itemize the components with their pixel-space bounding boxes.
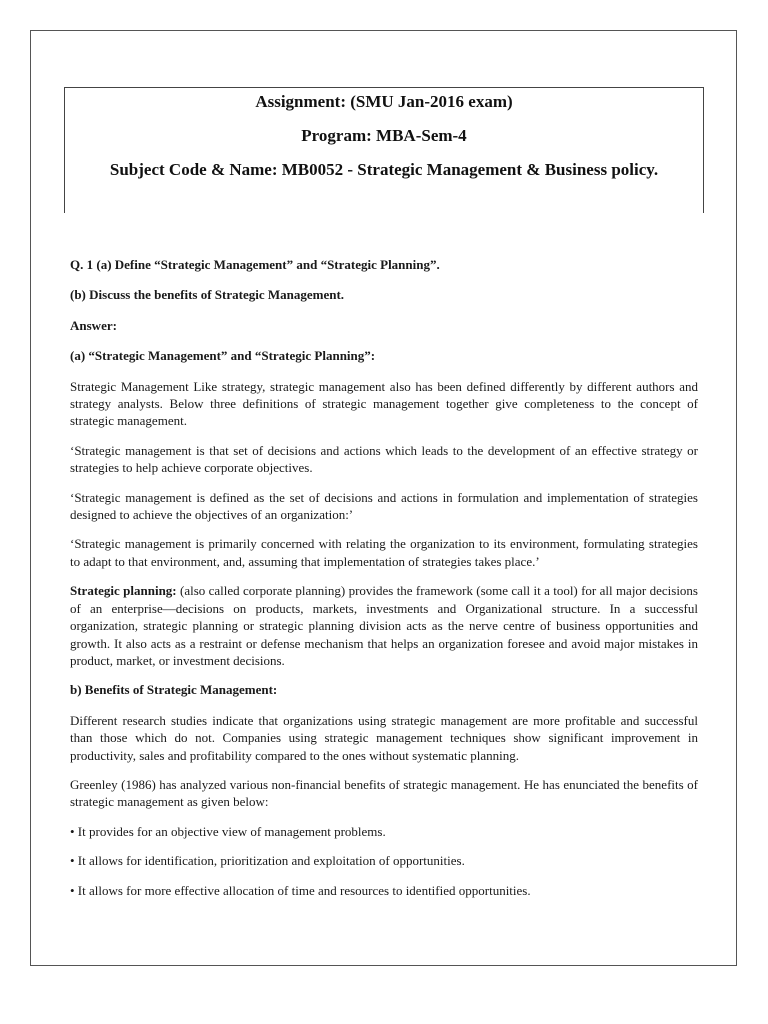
program-title: Program: MBA-Sem-4: [301, 126, 467, 145]
document-body: [70, 256, 698, 911]
answer-label: Answer:: [70, 317, 117, 333]
benefit-bullet-1: • It provides for an objective view of management problems.: [70, 823, 386, 839]
section-a-intro: Strategic Management Like strategy, strategic management also has been defined differently by different authors and strategy analysts. Below three definitions of strategic management together give completeness to the concept of strategic management.: [70, 378, 698, 429]
strategic-planning-term: Strategic planning:: [70, 583, 177, 599]
strategic-planning-text: (also called corporate planning) provides the framework (some call it a tool) for all major decisions of an enterprise—decisions on products, markets, investments and Organizational structure. In a successful organization, strategic planning or strategic planning division acts as the nerve centre of business opportunities and growth. It also acts as a restraint or defense mechanism that helps an organization foresee and avoid major mistakes in product, market, or investment decisions.: [70, 583, 698, 668]
strategic-planning-paragraph: [70, 582, 698, 669]
definition-1: ‘Strategic management is that set of decisions and actions which leads to the development of an effective strategy or strategies to help achieve corporate objectives.: [70, 442, 698, 476]
section-b-heading: b) Benefits of Strategic Management:: [70, 682, 278, 698]
title-box: [64, 87, 704, 213]
benefit-bullet-3: • It allows for more effective allocation of time and resources to identified opportunities.: [70, 882, 531, 898]
benefits-paragraph-2: Greenley (1986) has analyzed various non-financial benefits of strategic management. He has enunciated the benefits of strategic management as given below:: [70, 776, 698, 810]
question-part-b: (b) Discuss the benefits of Strategic Management.: [70, 287, 345, 303]
definition-2: ‘Strategic management is defined as the set of decisions and actions in formulation and implementation of strategies designed to achieve the objectives of an organization:’: [70, 489, 698, 523]
assignment-title: Assignment: (SMU Jan-2016 exam): [255, 92, 513, 111]
definition-3: ‘Strategic management is primarily concerned with relating the organization to its environment, formulating strategies to adapt to that environment, and, assuming that implementation of strategies takes place.’: [70, 536, 698, 569]
section-a-heading: (a) “Strategic Management” and “Strategic Planning”:: [70, 348, 376, 364]
benefit-bullet-2: • It allows for identification, prioritization and exploitation of opportunities.: [70, 853, 465, 869]
question-part-a: Q. 1 (a) Define “Strategic Management” and “Strategic Planning”.: [70, 257, 440, 272]
benefits-paragraph-1: Different research studies indicate that organizations using strategic management are more profitable and successful than those which do not. Companies using strategic management techniques show significant improvement in productivity, sales and profitability compared to the ones without systematic planning.: [70, 712, 698, 763]
subject-title: Subject Code & Name: MB0052 - Strategic Management & Business policy.: [109, 160, 659, 179]
